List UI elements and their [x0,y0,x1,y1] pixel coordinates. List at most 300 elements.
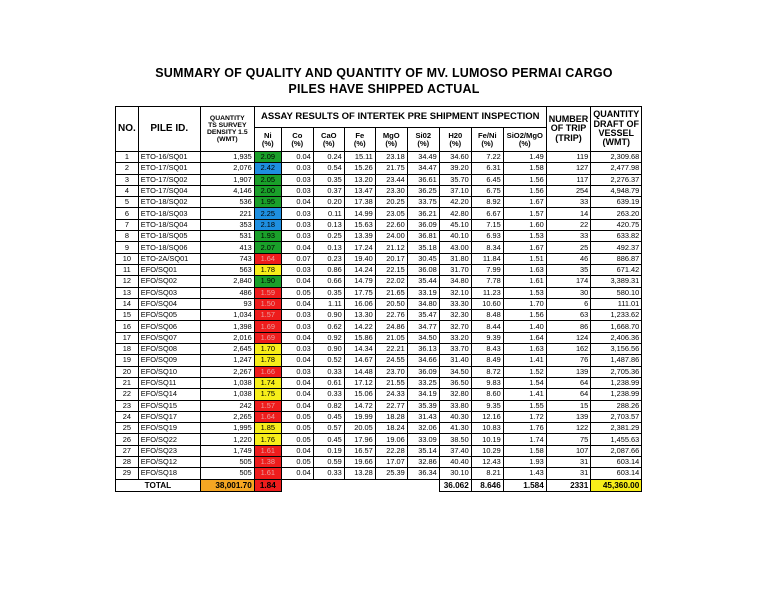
header-quantity-line: QUANTITY [209,114,245,122]
cell-cao: 0.37 [313,185,344,196]
cell-h2o: 34.60 [439,152,471,163]
cell-ni: 1.61 [254,468,281,479]
table-row [116,185,642,196]
cell-fe-ni: 7.22 [471,152,503,163]
cell-co: 0.03 [281,231,313,242]
cell-pile-id: ETO-18/SQ05 [138,231,200,242]
cell-co: 0.03 [281,163,313,174]
cell-ni: 2.18 [254,219,281,230]
cell-no: 4 [116,185,139,196]
header-element-h2o [439,128,471,152]
table-row [116,445,642,456]
cell-no: 22 [116,389,139,400]
cell-no: 18 [116,344,139,355]
cell-fe: 17.38 [344,197,375,208]
cell-quantity: 353 [200,219,254,230]
cell-cao: 0.33 [313,468,344,479]
table-row [116,231,642,242]
cell-ni: 2.00 [254,185,281,196]
total-label: TOTAL [116,479,201,491]
cell-quantity: 1,398 [200,321,254,332]
cell-pile-id: ETO-17/SQ02 [138,174,200,185]
cell-sio2: 36.25 [407,185,439,196]
cell-sio2-mgo: 1.43 [503,468,546,479]
cell-fe-ni: 9.83 [471,377,503,388]
cell-sio2-mgo: 1.93 [503,457,546,468]
cell-no: 19 [116,355,139,366]
cell-draft: 1,238.99 [591,377,642,388]
cell-h2o: 33.70 [439,344,471,355]
cell-fe: 14.67 [344,355,375,366]
cell-sio2-mgo: 1.58 [503,445,546,456]
cell-sio2: 35.14 [407,445,439,456]
cell-h2o: 36.50 [439,377,471,388]
cell-sio2: 34.19 [407,389,439,400]
cell-mgo: 21.55 [375,377,407,388]
cell-pile-id: EFO/SQ12 [138,457,200,468]
cell-fe-ni: 8.72 [471,366,503,377]
cell-h2o: 41.30 [439,423,471,434]
cell-h2o: 32.30 [439,310,471,321]
cell-trip: 75 [546,434,591,445]
cell-co: 0.03 [281,366,313,377]
cell-trip: 25 [546,242,591,253]
cell-pile-id: EFO/SQ23 [138,445,200,456]
cell-co: 0.04 [281,298,313,309]
cell-trip: 33 [546,197,591,208]
cell-quantity: 1,220 [200,434,254,445]
cell-trip: 64 [546,389,591,400]
cell-quantity: 2,016 [200,332,254,343]
cell-sio2: 32.06 [407,423,439,434]
cell-fe-ni: 6.93 [471,231,503,242]
cell-sio2: 35.18 [407,242,439,253]
cell-mgo: 23.05 [375,208,407,219]
cell-co: 0.05 [281,457,313,468]
cell-co: 0.04 [281,276,313,287]
cell-ni: 1.90 [254,276,281,287]
cell-ni: 2.05 [254,174,281,185]
cell-fe-ni: 12.43 [471,457,503,468]
cell-ni: 1.85 [254,423,281,434]
cell-ni: 1.64 [254,411,281,422]
cell-quantity: 2,267 [200,366,254,377]
cell-sio2: 36.09 [407,366,439,377]
cell-pile-id: EFO/SQ17 [138,411,200,422]
cell-mgo: 25.39 [375,468,407,479]
cell-fe-ni: 8.92 [471,197,503,208]
cell-fe-ni: 8.60 [471,389,503,400]
cell-trip: 31 [546,468,591,479]
cell-pile-id: EFO/SQ22 [138,434,200,445]
cell-cao: 0.61 [313,377,344,388]
element-unit: (%) [322,138,335,148]
header-element-sio2-mgo [503,128,546,152]
cell-fe: 13.39 [344,231,375,242]
cell-quantity: 2,645 [200,344,254,355]
cell-mgo: 21.05 [375,332,407,343]
cell-fe: 15.86 [344,332,375,343]
cell-no: 26 [116,434,139,445]
cell-fe-ni: 7.78 [471,276,503,287]
cell-trip: 30 [546,287,591,298]
table-row [116,174,642,185]
cell-cao: 0.66 [313,276,344,287]
cell-trip: 174 [546,276,591,287]
cell-h2o: 42.20 [439,197,471,208]
cell-pile-id: EFO/SQ07 [138,332,200,343]
cell-cao: 0.62 [313,321,344,332]
cell-sio2-mgo: 1.41 [503,355,546,366]
table-row [116,377,642,388]
cell-sio2-mgo: 1.40 [503,321,546,332]
cell-cao: 0.11 [313,208,344,219]
cell-mgo: 19.06 [375,434,407,445]
cell-sio2-mgo: 1.74 [503,434,546,445]
cell-pile-id: EFO/SQ08 [138,344,200,355]
cell-sio2: 30.45 [407,253,439,264]
cell-cao: 0.57 [313,423,344,434]
cell-draft: 1,668.70 [591,321,642,332]
cell-draft: 633.82 [591,231,642,242]
cell-sio2-mgo: 1.52 [503,366,546,377]
cell-trip: 119 [546,152,591,163]
header-quantity-draft-of-vessel [591,107,642,152]
cell-fe: 15.11 [344,152,375,163]
cell-fe: 17.75 [344,287,375,298]
cell-cao: 0.25 [313,231,344,242]
cell-cao: 0.52 [313,355,344,366]
cell-sio2: 34.49 [407,152,439,163]
cell-fe-ni: 7.99 [471,264,503,275]
cell-trip: 46 [546,253,591,264]
cell-h2o: 32.80 [439,389,471,400]
cell-sio2: 33.75 [407,197,439,208]
cell-pile-id: ETO-2A/SQ01 [138,253,200,264]
cell-mgo: 18.24 [375,423,407,434]
cell-fe: 19.66 [344,457,375,468]
cell-h2o: 33.30 [439,298,471,309]
cell-fe-ni: 6.75 [471,185,503,196]
cell-pile-id: EFO/SQ03 [138,287,200,298]
cell-trip: 76 [546,355,591,366]
cell-trip: 6 [546,298,591,309]
cell-pile-id: ETO-17/SQ04 [138,185,200,196]
cell-trip: 15 [546,400,591,411]
cell-ni: 1.69 [254,332,281,343]
cell-pile-id: EFO/SQ15 [138,400,200,411]
element-name: Ni [263,130,272,140]
cell-cao: 1.11 [313,298,344,309]
cell-sio2-mgo: 1.63 [503,344,546,355]
header-trip-line: (TRIP) [555,132,582,143]
cell-mgo: 22.21 [375,344,407,355]
cell-quantity: 2,076 [200,163,254,174]
cell-draft: 580.10 [591,287,642,298]
total-trip: 2331 [546,479,591,491]
cell-co: 0.04 [281,468,313,479]
cell-mgo: 22.76 [375,310,407,321]
cell-cao: 0.45 [313,411,344,422]
cell-sio2-mgo: 1.56 [503,310,546,321]
cell-ni: 2.25 [254,208,281,219]
cell-trip: 86 [546,321,591,332]
cell-fe-ni: 9.39 [471,332,503,343]
cell-co: 0.05 [281,287,313,298]
cell-mgo: 23.18 [375,152,407,163]
cell-fe: 16.57 [344,445,375,456]
element-name: SiO2/MgO [506,130,543,140]
cell-mgo: 20.25 [375,197,407,208]
table-row [116,208,642,219]
cell-pile-id: ETO-18/SQ04 [138,219,200,230]
total-empty-cell [281,479,313,491]
cell-ni: 1.70 [254,344,281,355]
cell-quantity: 221 [200,208,254,219]
cell-trip: 122 [546,423,591,434]
cell-sio2: 33.19 [407,287,439,298]
cell-sio2: 36.09 [407,219,439,230]
cell-draft: 886.87 [591,253,642,264]
table-row [116,355,642,366]
header-draft-line: DRAFT OF [593,118,640,129]
cell-pile-id: EFO/SQ09 [138,355,200,366]
cell-pile-id: EFO/SQ11 [138,377,200,388]
cell-quantity: 505 [200,468,254,479]
cell-fe-ni: 8.49 [471,355,503,366]
element-name: CaO [320,130,337,140]
header-quantity-line: (WMT) [216,136,238,144]
cell-h2o: 31.40 [439,355,471,366]
cell-trip: 162 [546,344,591,355]
cell-draft: 2,087.66 [591,445,642,456]
cell-trip: 22 [546,219,591,230]
cell-fe: 20.05 [344,423,375,434]
cell-cao: 0.90 [313,310,344,321]
cell-draft: 492.37 [591,242,642,253]
cell-draft: 603.14 [591,457,642,468]
cell-pile-id: ETO-17/SQ01 [138,163,200,174]
cell-co: 0.04 [281,400,313,411]
cell-mgo: 23.30 [375,185,407,196]
cell-cao: 0.33 [313,389,344,400]
cell-draft: 3,389.31 [591,276,642,287]
cell-no: 3 [116,174,139,185]
cell-sio2: 36.08 [407,264,439,275]
cell-sio2-mgo: 1.67 [503,242,546,253]
header-element-fe-ni [471,128,503,152]
header-element-ni [254,128,281,152]
cell-sio2: 33.09 [407,434,439,445]
cell-fe-ni: 6.31 [471,163,503,174]
cell-h2o: 40.10 [439,231,471,242]
cell-no: 15 [116,310,139,321]
cell-fe: 17.96 [344,434,375,445]
cell-sio2: 35.47 [407,310,439,321]
cell-ni: 1.74 [254,377,281,388]
cell-co: 0.04 [281,332,313,343]
cell-quantity: 1,038 [200,389,254,400]
cell-fe-ni: 10.29 [471,445,503,456]
cell-fe-ni: 6.67 [471,208,503,219]
cell-ni: 1.75 [254,389,281,400]
cell-fe-ni: 12.16 [471,411,503,422]
cell-quantity: 743 [200,253,254,264]
cell-trip: 124 [546,332,591,343]
cell-ni: 1.66 [254,366,281,377]
header-trip-line: NUMBER [548,113,589,124]
cell-trip: 139 [546,411,591,422]
element-name: Co [292,130,303,140]
header-element-mgo [375,128,407,152]
cell-mgo: 23.70 [375,366,407,377]
table-row [116,253,642,264]
cell-ni: 1.50 [254,298,281,309]
table-row [116,242,642,253]
cell-trip: 107 [546,445,591,456]
cell-trip: 33 [546,231,591,242]
cell-fe: 13.28 [344,468,375,479]
cell-draft: 2,309.68 [591,152,642,163]
cell-mgo: 17.07 [375,457,407,468]
element-name: Fe/Ni [477,130,497,140]
cell-fe-ni: 10.19 [471,434,503,445]
element-name: Si02 [415,130,432,140]
table-row [116,457,642,468]
cell-cao: 0.90 [313,344,344,355]
cell-sio2: 34.47 [407,163,439,174]
cell-ni: 1.57 [254,310,281,321]
cell-mgo: 21.75 [375,163,407,174]
cell-sio2-mgo: 1.63 [503,264,546,275]
cell-co: 0.07 [281,253,313,264]
cell-h2o: 34.50 [439,366,471,377]
table-row [116,332,642,343]
cell-cao: 0.92 [313,332,344,343]
cell-fe: 15.26 [344,163,375,174]
cell-draft: 263.20 [591,208,642,219]
cell-fe-ni: 10.83 [471,423,503,434]
header-element-sio2 [407,128,439,152]
report-title-line-2: PILES HAVE SHIPPED ACTUAL [288,82,480,96]
cell-pile-id: EFO/SQ02 [138,276,200,287]
cell-ni: 1.76 [254,434,281,445]
header-element-cao [313,128,344,152]
cell-pile-id: ETO-16/SQ01 [138,152,200,163]
total-empty-cell [344,479,375,491]
cell-fe-ni: 11.23 [471,287,503,298]
element-unit: (%) [291,138,304,148]
cell-fe: 15.63 [344,219,375,230]
cell-draft: 1,233.62 [591,310,642,321]
cell-no: 23 [116,400,139,411]
cell-mgo: 22.15 [375,264,407,275]
cell-ni: 2.09 [254,152,281,163]
cell-quantity: 2,840 [200,276,254,287]
cell-sio2: 33.25 [407,377,439,388]
cell-h2o: 37.40 [439,445,471,456]
cell-cao: 0.45 [313,434,344,445]
cell-sio2: 36.21 [407,208,439,219]
cell-no: 25 [116,423,139,434]
cell-fe-ni: 8.48 [471,310,503,321]
cell-draft: 2,381.29 [591,423,642,434]
cell-sio2: 32.86 [407,457,439,468]
cell-trip: 127 [546,163,591,174]
cell-draft: 2,703.57 [591,411,642,422]
cell-ni: 1.95 [254,197,281,208]
cell-cao: 0.35 [313,287,344,298]
cell-h2o: 33.80 [439,400,471,411]
cell-draft: 639.19 [591,197,642,208]
cell-fe: 15.06 [344,389,375,400]
cell-co: 0.03 [281,344,313,355]
cell-sio2: 34.77 [407,321,439,332]
cell-pile-id: EFO/SQ19 [138,423,200,434]
table-row [116,310,642,321]
cell-trip: 35 [546,264,591,275]
cell-fe-ni: 10.60 [471,298,503,309]
total-empty-cell [407,479,439,491]
cell-fe-ni: 7.15 [471,219,503,230]
total-h2o: 36.062 [439,479,471,491]
cell-mgo: 24.55 [375,355,407,366]
cell-quantity: 413 [200,242,254,253]
cell-fe-ni: 8.21 [471,468,503,479]
cell-trip: 31 [546,457,591,468]
cell-no: 7 [116,219,139,230]
header-quantity-line: TS SURVEY [208,121,247,129]
cell-sio2-mgo: 1.56 [503,174,546,185]
header-pile-id: PILE ID. [138,107,200,152]
cell-no: 10 [116,253,139,264]
cell-pile-id: ETO-18/SQ03 [138,208,200,219]
cell-fe: 14.99 [344,208,375,219]
cell-cao: 0.35 [313,174,344,185]
cell-quantity: 1,935 [200,152,254,163]
element-unit: (%) [449,138,462,148]
cell-quantity: 1,995 [200,423,254,434]
cell-no: 20 [116,366,139,377]
cell-h2o: 38.50 [439,434,471,445]
table-row [116,197,642,208]
cell-sio2: 36.13 [407,344,439,355]
cell-no: 5 [116,197,139,208]
report-title-line-1: SUMMARY OF QUALITY AND QUANTITY OF MV. LUMOSO PERMAI CARGO [155,66,613,80]
cell-h2o: 40.30 [439,411,471,422]
cell-draft: 420.75 [591,219,642,230]
cell-sio2: 34.66 [407,355,439,366]
cell-sio2: 34.80 [407,298,439,309]
cell-cao: 0.82 [313,400,344,411]
total-sio2-mgo: 1.584 [503,479,546,491]
cell-mgo: 22.02 [375,276,407,287]
cell-trip: 64 [546,377,591,388]
cell-sio2-mgo: 1.51 [503,253,546,264]
header-trip-line: OF TRIP [550,123,587,134]
cell-fe: 19.40 [344,253,375,264]
table-row [116,434,642,445]
cell-fe: 19.99 [344,411,375,422]
cell-co: 0.03 [281,185,313,196]
cell-no: 12 [116,276,139,287]
cell-h2o: 35.70 [439,174,471,185]
cell-ni: 1.64 [254,253,281,264]
cell-sio2-mgo: 1.53 [503,231,546,242]
cell-quantity: 1,038 [200,377,254,388]
cell-mgo: 20.50 [375,298,407,309]
cell-h2o: 30.10 [439,468,471,479]
